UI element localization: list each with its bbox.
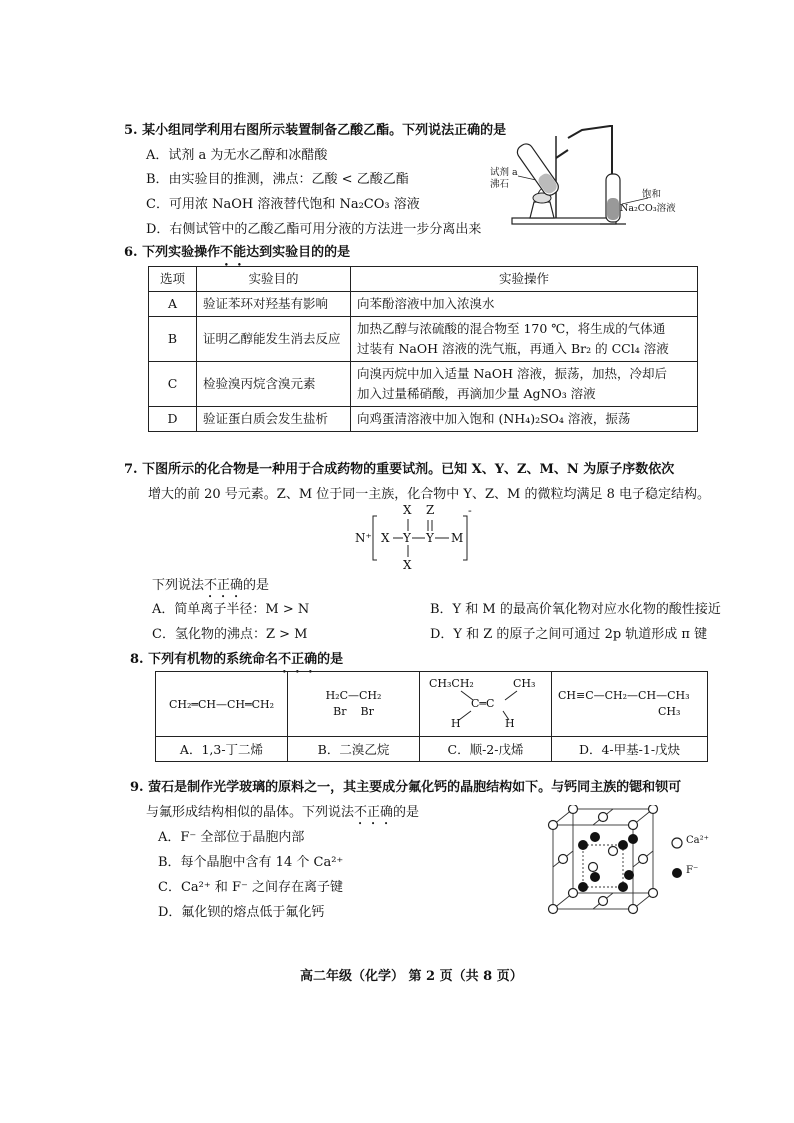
q8-table [155, 671, 708, 762]
q7-option-c: C．氢化物的沸点：Z > M [152, 627, 308, 642]
q7-stem-line1: 7. 下图所示的化合物是一种用于合成药物的重要试剂。已知 X、Y、Z、M、N 为原子序数依次 [124, 462, 675, 477]
header-goal: 实验目的 [197, 267, 351, 292]
table-row [149, 292, 698, 317]
row-operation: 向鸡蛋清溶液中加入饱和 (NH₄)₂SO₄ 溶液，振荡 [351, 407, 698, 432]
q5-apparatus-figure [490, 118, 705, 230]
q7-structure [355, 502, 485, 572]
row-goal: 证明乙醇能发生消去反应 [197, 317, 351, 362]
q5-option-d: D．右侧试管中的乙酸乙酯可用分液的方法进一步分离出来 [146, 222, 482, 237]
q5-option-a: A．试剂 a 为无水乙醇和冰醋酸 [146, 148, 328, 163]
row-operation: 向苯酚溶液中加入浓溴水 [351, 292, 698, 317]
solution-label-1: 饱和 [642, 189, 662, 200]
row-operation: 加热乙醇与浓硫酸的混合物至 170 ℃，将生成的气体通 过装有 NaOH 溶液的洗气瓶，再通入 Br₂ 的 CCl₄ 溶液 [351, 317, 698, 362]
structure-c-bonds [421, 675, 553, 733]
structure-bonds [355, 502, 485, 572]
anion-charge: - [468, 504, 472, 517]
header-operation: 实验操作 [351, 267, 698, 292]
atom-y-2: Y [426, 531, 434, 545]
q9-option-b: B．每个晶胞中含有 14 个 Ca²⁺ [158, 855, 344, 870]
name-a: A．1,3-丁二烯 [156, 737, 288, 762]
solution-label-2: Na₂CO₃溶液 [620, 203, 676, 214]
row-goal: 验证苯环对羟基有影响 [197, 292, 351, 317]
q7-prompt: 下列说法不正确的是 [152, 578, 270, 593]
reagent-label: 试剂 a [490, 167, 518, 178]
structure-b: H₂C—CH₂ Br Br [288, 672, 420, 737]
table-row [149, 407, 698, 432]
q5-option-c: C．可用浓 NaOH 溶液替代饱和 Na₂CO₃ 溶液 [146, 197, 420, 212]
structure-row [156, 672, 708, 737]
q5-option-b: B．由实验目的推测，沸点：乙酸 < 乙酸乙酯 [146, 172, 409, 187]
name-d: D．4-甲基-1-戊炔 [552, 737, 708, 762]
page-footer: 高二年级（化学） 第 2 页（共 8 页） [300, 969, 523, 984]
row-goal: 检验溴丙烷含溴元素 [197, 362, 351, 407]
structure-c: CH₃CH₂ CH₃ C═C H H [420, 672, 552, 737]
crystal-cell [545, 805, 715, 917]
atom-x-left: X [381, 531, 390, 545]
structure-a: CH₂═CH—CH═CH₂ [156, 672, 288, 737]
atom-x-bottom: X [403, 558, 412, 572]
legend-ca: Ca²⁺ [686, 835, 709, 846]
q7-option-b: B．Y 和 M 的最高价氧化物对应水化物的酸性接近 [430, 602, 721, 617]
atom-z: Z [426, 503, 435, 517]
name-c: C．顺-2-戊烯 [420, 737, 552, 762]
row-operation: 向溴丙烷中加入适量 NaOH 溶液，振荡，加热，冷却后 加入过量稀硝酸，再滴加少量 AgNO₃ 溶液 [351, 362, 698, 407]
name-row [156, 737, 708, 762]
row-goal: 验证蛋白质会发生盐析 [197, 407, 351, 432]
row-option: C [149, 362, 197, 407]
q7-option-a: A．简单离子半径：M > N [152, 602, 310, 617]
table-header-row [149, 267, 698, 292]
q5-stem: 5. 某小组同学利用右图所示装置制备乙酸乙酯。下列说法正确的是 [124, 123, 507, 138]
row-option: D [149, 407, 197, 432]
row-option: A [149, 292, 197, 317]
table-row [149, 317, 698, 362]
cation-n: N⁺ [355, 531, 372, 545]
q9-stem-line1: 9. 萤石是制作光学玻璃的原料之一，其主要成分氟化钙的晶胞结构如下。与钙同主族的锶和钡可 [130, 780, 682, 795]
q9-option-a: A．F⁻ 全部位于晶胞内部 [158, 830, 305, 845]
q9-crystal-figure [545, 805, 715, 917]
name-b: B．二溴乙烷 [288, 737, 420, 762]
q9-option-d: D．氟化钡的熔点低于氟化钙 [158, 905, 325, 920]
q7-option-d: D．Y 和 Z 的原子之间可通过 2p 轨道形成 π 键 [430, 627, 708, 642]
stone-label: 沸石 [490, 179, 510, 190]
structure-d: CH≡C—CH₂—CH—CH₃ CH₃ [552, 672, 708, 737]
q9-option-c: C．Ca²⁺ 和 F⁻ 之间存在离子键 [158, 880, 343, 895]
q6-table [148, 266, 698, 432]
header-option: 选项 [149, 267, 197, 292]
q6-stem: 6. 下列实验操作不能达到实验目的的是 [124, 245, 351, 260]
q8-stem: 8. 下列有机物的系统命名不正确的是 [130, 652, 344, 667]
table-row [149, 362, 698, 407]
atom-m: M [451, 531, 464, 545]
atom-x-top: X [403, 503, 412, 517]
atom-y-1: Y [403, 531, 411, 545]
q7-stem-line2: 增大的前 20 号元素。Z、M 位于同一主族，化合物中 Y、Z、M 的微粒均满足 8 电子稳定结构。 [148, 487, 711, 502]
q9-stem-line2: 与氟形成结构相似的晶体。下列说法不正确的是 [146, 805, 420, 820]
legend-f: F⁻ [686, 865, 699, 876]
row-option: B [149, 317, 197, 362]
